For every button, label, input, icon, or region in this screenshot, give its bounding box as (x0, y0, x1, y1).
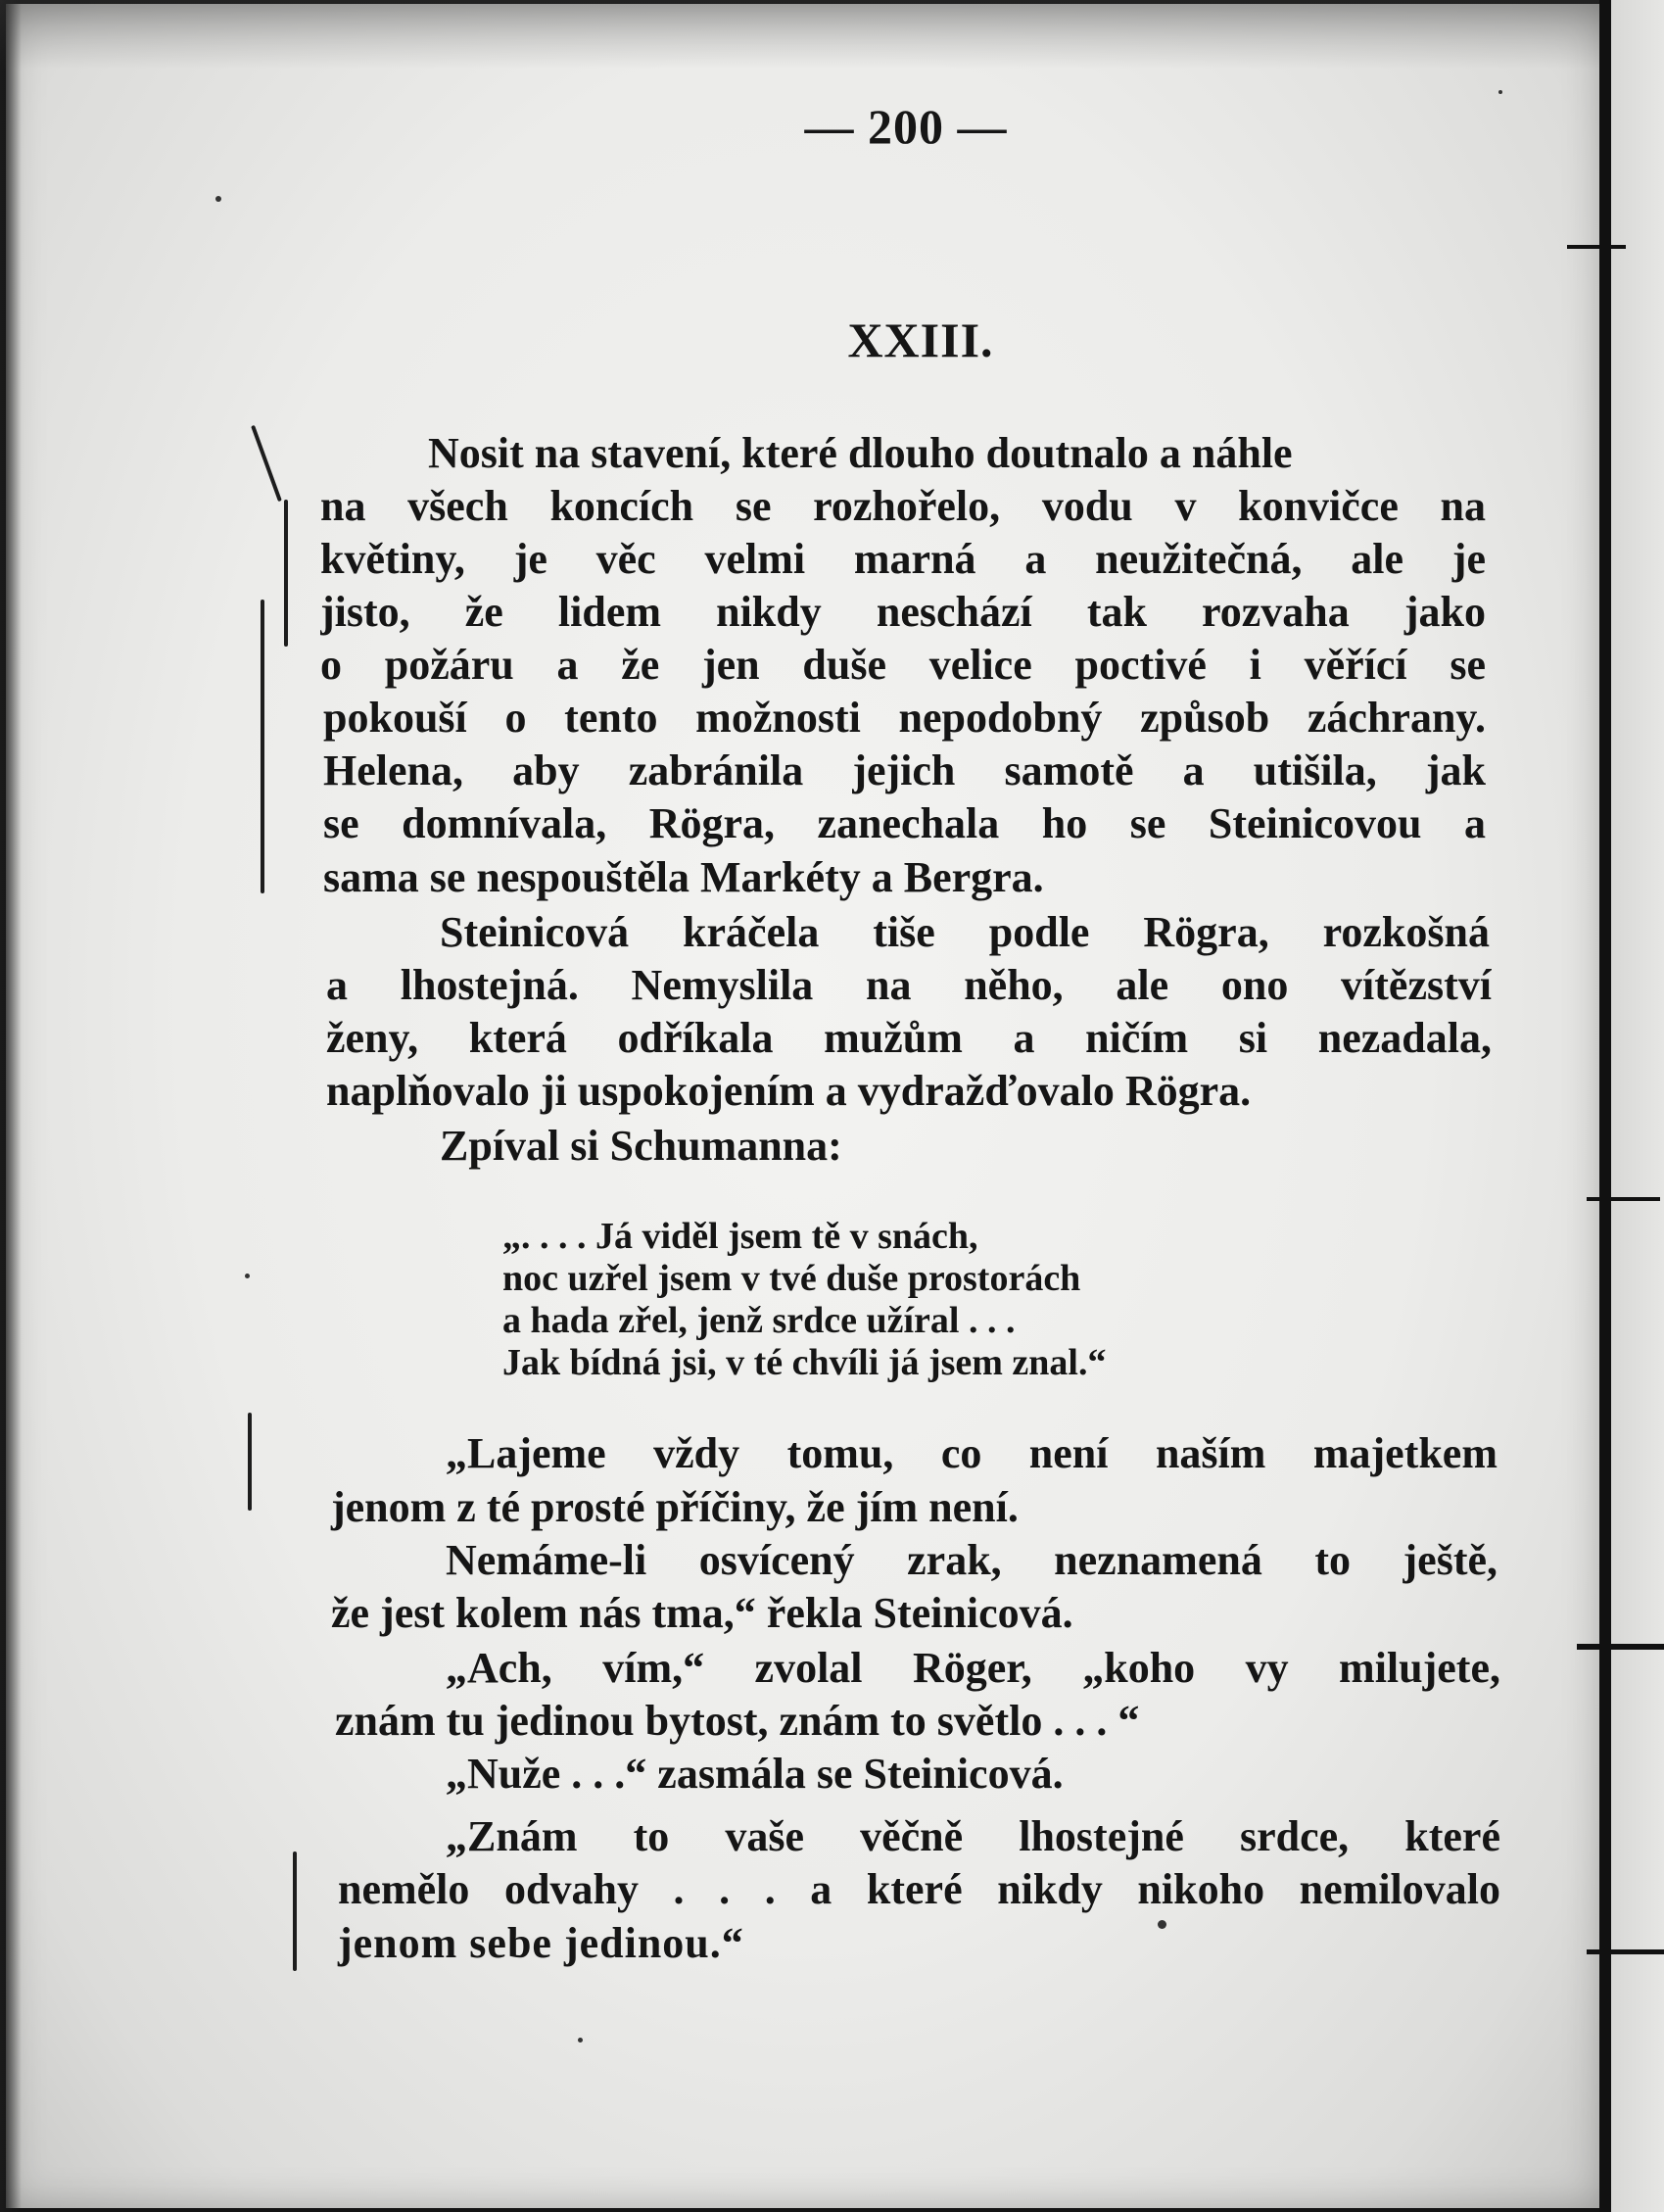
text-line: a lhostejná. Nemyslila na něho, ale ono vítězství (326, 964, 1492, 1009)
text-line: ženy, která odříkala mužům a ničím si nezadala, (326, 1017, 1492, 1062)
text-line: Helena, aby zabránila jejich samotě a utišila, jak (323, 749, 1486, 794)
top-page-edge-shadow (0, 0, 1664, 69)
paper-speck (1498, 90, 1502, 94)
binding-mark (1577, 1644, 1664, 1650)
text-line: „Znám to vaše věčně lhostejné srdce, které (446, 1815, 1500, 1860)
binding-mark (1567, 245, 1626, 249)
verse-line: a hada zřel, jenž srdce užíral . . . (502, 1300, 1016, 1341)
margin-pencil-mark (293, 1851, 297, 1971)
paper-speck (578, 2038, 583, 2043)
text-line: „Nuže . . .“ zasmála se Steinicová. (446, 1750, 1064, 1798)
verse-line: noc uzřel jsem v tvé duše prostorách (502, 1258, 1081, 1299)
text-line: jenom z té prosté příčiny, že jím není. (331, 1483, 1019, 1531)
text-line: o požáru a že jen duše velice poctivé i věřící se (320, 644, 1486, 689)
verse-line: Jak bídná jsi, v té chvíli já jsem znal.“ (502, 1342, 1107, 1383)
margin-pencil-mark (261, 600, 264, 893)
text-line: Zpíval si Schumanna: (440, 1122, 842, 1170)
text-line: nemělo odvahy . . . a které nikdy nikoho nemilovalo (338, 1868, 1500, 1913)
text-line: Nemáme-li osvícený zrak, neznamená to ještě, (446, 1539, 1498, 1584)
text-line: jenom sebe jedinou.“ (338, 1919, 744, 1967)
margin-pencil-mark (284, 500, 288, 647)
text-line: Steinicová kráčela tiše podle Rögra, rozkošná (440, 911, 1490, 956)
paper-speck (215, 196, 221, 202)
binding-mark (1587, 1949, 1664, 1954)
paper-speck (245, 1274, 250, 1278)
text-line: „Ach, vím,“ zvolal Röger, „koho vy milujete, (446, 1647, 1500, 1692)
text-line: naplňovalo ji uspokojením a vydražďovalo Rögra. (326, 1067, 1252, 1115)
page-number: — 200 — (804, 99, 1008, 154)
text-line: květiny, je věc velmi marná a neužitečná, ale je (320, 538, 1486, 583)
text-line: na všech koncích se rozhořelo, vodu v konvičce na (320, 485, 1486, 530)
text-line: že jest kolem nás tma,“ řekla Steinicová. (331, 1589, 1073, 1637)
text-line: se domnívala, Rögra, zanechala ho se Steinicovou a (323, 802, 1486, 847)
text-line: „Lajeme vždy tomu, co není naším majetkem (446, 1432, 1498, 1477)
paper-speck (1158, 1920, 1166, 1929)
text-line: sama se nespouštěla Markéty a Bergra. (323, 853, 1044, 901)
margin-pencil-mark (248, 1413, 252, 1511)
binding-mark (1587, 1197, 1660, 1201)
text-line: jisto, že lidem nikdy neschází tak rozvaha jako (320, 591, 1486, 636)
verse-line: „. . . . Já viděl jsem tě v snách, (502, 1216, 978, 1257)
text-line: Nosit na stavení, které dlouho doutnalo a náhle (428, 429, 1293, 477)
chapter-heading: XXIII. (847, 313, 994, 367)
text-line: pokouší o tento možnosti nepodobný způsob záchrany. (323, 697, 1486, 742)
text-line: znám tu jedinou bytost, znám to světlo . . . “ (335, 1697, 1140, 1745)
